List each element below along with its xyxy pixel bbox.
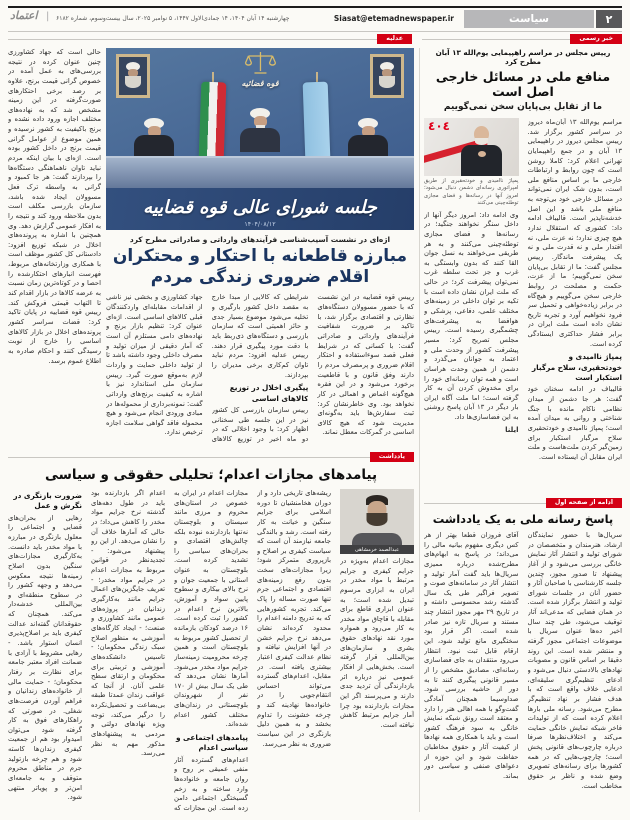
note-bar [8,452,414,462]
official-news-bar [422,34,622,44]
majles-subhead: ما از تقابل بی‌پایان سخن نمی‌گوییم [443,102,603,112]
continued-bar [424,498,622,508]
continued-badge: ادامه از صفحه اول [546,498,622,508]
beard [379,76,395,88]
beard [125,76,141,88]
judiciary-flag [303,82,331,161]
majles-column-2-text [424,211,519,436]
author-beard [367,513,388,526]
note-article [8,452,414,815]
headline-line-1: مبارزه قاطعانه با احتکار و محتکران [112,246,408,266]
official-news-badge: خبر رسمی [570,34,622,44]
speaker-beard [475,138,488,145]
media-column-2: آقای فروزان قطعا بهتر از هر کس دیگری مفهوم بیانیه مالی را می‌داند؛ در پاسخ به ابهام‌های مطرح‌شده درباره ممیزی سریال‌ها باید گفت آمار تولید و انتشار آثار در سامانه‌های صوت و تصویر فراگیر طی یک سال گذشته رشد محسوسی داشته و در تاریخ ۲۹ مهر مجوز انتشار چند مستند و سریال تازه نیز صادر شده است. اگر قرار بود سختگیری مانع تولید شود، این ارقام قابل ثبت نبود. انتظار می‌رود منتقدان به جای فضاسازی رسانه‌ای، مصادیق مشخص را از مسیر قانونی پیگیری کنند تا به دور از حاشیه بررسی شود. صداوسیما همچنان آمادگی گفت‌وگو با همه اهالی هنر را دارد و معتقد است رونق شبکه نمایش خانگی به سود فرهنگ کشور است و باید با همکاری همه نهادها از کیفیت آثار و حقوق مخاطبان حفاظت شود و این حوزه از دعواهای صنفی و سیاسی دور بماند. [424,531,519,781]
rule-line [422,39,570,40]
media-body [424,531,622,820]
media-headline: پاسخ رسانه ملی به یک یادداشت [432,512,614,526]
paragraph: شرایطی که کالایی از مبدا خارج به مقصد داخل کشور بارگیری و تخلیه می‌شود موضوع بسیار جدی و حائز اهمیتی است که سازمان بازرسی و دستگاه‌های ذی‌ربط باید با دقت مورد پیگیری قرار دهند. رییس عدلیه افزود: مردم نباید تاوان کم‌کاری برخی مدیران را بپردازند. [211,293,309,379]
rule-line [8,457,370,458]
banner-date: ۱۴۰۴/۰۸/۱۲ [244,221,276,228]
logo-separator: | [46,11,50,22]
author-name: عبدالصمد خرمشاهی [340,545,414,554]
note-column-4: اعدام اگر بازدارنده بود باید در طول دهه‌های گذشته نرخ جرایم مواد مخدر را کاهش می‌داد؛ در حالی که آمارها خلاف آن را نشان می‌دهد. از این رو پیشنهاد می‌شود: - تجدیدنظر در قوانین مربوط به مجازات اعدام در جرایم مواد مخدر؛ - تعریف جایگزین‌های اعمال جرایم مانند به‌کارگیری زندانیان در پروژه‌های عمومی مانند کشاورزی و صنعت؛ - ایجاد کارگاه‌های آموزشی به منظور اصلاح سبک زندگی محکومان؛ - تاسیس دانشکده‌های آموزشی و تربیتی برای محکومان و ارتقای سطح علمی آنان. از آنجا که عواقب زندان عمدتا طبقه بی‌بضاعت و تحصیل‌نکرده را درگیر می‌کند، توجه ویژه نهادهای دولتی و مردمی به پیشنهادهای مذکور مهم به نظر می‌رسد. [91,489,165,758]
judiciary-emblem [241,51,278,88]
note-badge: یادداشت [370,452,414,462]
iran-flag [199,82,227,161]
page-number-box [596,10,622,28]
scales-of-justice-icon [243,51,277,77]
paragraph: قالیباف در ادامه سخنان خود گفت: هر جا دشمن از میدان نظامی ناکام مانده با جنگ شناختی و روانی به میدان آمده است؛ پمپاژ ناامیدی و خودتحقیری سلاح مرگبار استکبار برای زمین‌گیر کردن ملت‌هاست و ملت ایران مقابل آن ایستاده است. [527,385,622,461]
adlieh-badge: عدلیه [377,34,412,44]
majles-column-2 [424,118,519,494]
note-inline-subhead-social: پیامدهای اجتماعی و سیاسی اعدام [175,733,248,753]
official-left [132,118,176,159]
paragraph: رهایی از بحران‌های قضایی و اجتماعی را معلول بازنگری در مبارزه با مواد مخدر باید دانست. به‌کارگیری مجازات‌های سنگین بدون اصلاح زمینه‌ها نتیجه معکوس می‌دهد و وجهه کشور را در سطوح منطقه‌ای و بین‌المللی خدشه‌دار می‌کند. همچنان که حقوقدانان گفته‌اند عدالت کیفری باید بر اصلاح‌پذیری انسان استوار باشد. - رهایی مشروط با آزادی با ضمانت افراد معتبر جامعه برای نظارت بر رفتار محکومان؛ - حمایت مالی از خانواده‌های زندانیان و فراهم آوردن فرصت‌های شغلی. در صورتی که راهکارهای فوق به کار گرفته شود می‌توان امیدوار بود هم از جمعیت کیفری زندان‌ها کاسته شود و هم چرخه بازتولید جرم در مناطق محروم متوقف و به جامعه‌ای امن‌تر و پویاتر منتهی شود. [8,513,82,802]
paragraph: مجازات اعدام در ایران به خصوص در استان‌های محروم و مرزی مانند سیستان و بلوچستان نه‌تنها بازدارنده نبوده بلکه چالش‌های اقتصادی و بحران‌های سیاسی را تشدید کرده است. بلوچستان به عنوان استانی با جمعیت جوان و نرخ بالای بیکاری و سطوح پایین سواد و آموزش، بالاترین نرخ اعدام در کشور را ثبت کرده است. ۱۶ درصد کودکان بازمانده از تحصیل کشور مربوط به بلوچستان است و همین چرخه محرومیت زمینه‌ساز جرایم مواد مخدر می‌شود. آمارها نشان می‌دهد که طی یک سال بیش از ۱۷۰ نفر از شهروندان بلوچستانی در زندان‌های مختلف کشور اعدام شده‌اند. [174,489,248,729]
media-column-1: سریال‌ها با حضور نمایندگان ارشاد، هنرمندان و متخصصان در شورای تولید و انتشار آثار نمایش خانگی بررسی می‌شود و از آغاز پیشنهاد تا صدور مجوز، چندین جلسه کارشناسی با صاحبان آثار و حضور آنان در جلسات شورای تولید و انتشار برگزار شده است. در همان فضایی که مدعی‌اند آثار توقیف می‌شود، طی چند سال اخیر ده‌ها عنوان سریال با موضوعات اجتماعی مجوز گرفته و منتشر شده است. این روند دقیقا بر اساس قانون و مصوبات نهادهای بالادستی دنبال می‌شود و ادعای تنظیم‌گری سلیقه‌ای، ادعایی خلاف واقع است که با هدف فشار بر نهاد تنظیم‌گر مطرح می‌شود. رسانه ملی بارها اعلام کرده است که از تولیدات فاخر شبکه نمایش خانگی حمایت می‌کند و اختلاف‌نظرها صرفا درباره چارچوب‌های قانونی پخش است؛ چارچوب‌هایی که در همه کشورها برای رسانه‌های تصویری وضع شده و ناظر بر حقوق مخاطب است. [527,531,622,790]
note-column-1-text: مجازات اعدام به‌ویژه در جرایم کیفری و جرایم مرتبط با مواد مخدر در ایران به ابزاری مرسوم تبدیل شده است؛ به عنوان ابزاری قاطع برای مقابله با قاچاق مواد مخدر به کار می‌رود و همواره مورد نقد نهادهای حقوق بشری و سازمان‌های بین‌المللی قرار گرفته است. بخش‌هایی از افکار عمومی نیز درباره اثر بازدارندگی آن تردید جدی دارند و می‌پرسند اگر این مجازات بازدارنده بود چرا آمار جرایم مرتبط کاهش نیافته است. [340,557,414,729]
judiciary-article [106,48,414,445]
speaker-figure [461,145,502,176]
majles-article [424,48,622,820]
rally-sign-404: ٤٠٤ [428,119,450,133]
majles-kicker: رییس مجلس در مراسم راهپیمایی یوم‌الله ۱۳ آبان مطرح کرد [435,48,611,66]
judiciary-kicker: اژه‌ای در نشست آسیب‌شناسی فرآیندهای وارداتی و صادراتی مطرح کرد [129,235,391,244]
section-title-box [464,10,594,28]
column-divider [419,48,420,812]
khomeini-portrait [116,54,150,98]
rule-line [424,503,546,504]
majles-body [424,118,622,494]
judiciary-body [106,293,414,445]
majles-column-1 [528,118,623,494]
adlieh-bar [8,34,412,44]
page-number: ۲ [605,12,613,26]
note-column-3 [174,489,248,815]
photo-caption: پمپاژ ناامیدی و خودتحقیری از طریق امپراتوری رسانه‌ای دشمن دنبال می‌شود؛ امروز آنها در رسانه‌ها و فضای مجازی توطئه‌چینی می‌کنند [424,178,519,207]
note-headline: پیامدهای مجازات اعدام؛ تحلیلی حقوقی و سیاسی [44,467,378,483]
note-body [8,489,414,815]
headline-line-2: اقلام ضروری زندگی مردم [150,266,370,287]
section-email: Siasat@etemadnewspaper.ir [333,14,454,23]
news-agency-credit: ایلنا [505,425,519,434]
etemad-logo: اعتماد [10,9,38,22]
note-column-5 [8,489,82,815]
judiciary-column-3: جهاد کشاورزی و بخشی نیز ناشی از اقدامات مقابله‌ای واردکنندگان قبلی کالاهای اساسی است. اژه‌ای عنوان کرد: تنظیم بازار برنج و نهاده‌های دامی مستلزم آن است که آمار دقیقی از میزان تولید و مصرف داخلی وجود داشته باشد تا از تولید داخلی حمایت و واردات لازم به‌موقع صورت گیرد. رییس سازمان ملی استاندارد نیز با اشاره به کیفیت برنج‌های وارداتی گفت: نمونه‌برداری از محموله‌ها در مبادی ورودی انجام می‌شود و هیچ محموله فاقد گواهی سلامت اجازه ترخیص ندارد. [106,293,203,437]
official-center [238,108,282,152]
judiciary-inline-subhead: پیگیری اخلال در توزیع کالاهای اساسی [229,383,309,403]
rule-line [8,39,377,40]
judiciary-column-2 [212,293,309,445]
official-right [346,118,390,159]
paragraph: مراسم یوم‌الله ۱۳ آبان‌ماه دیروز در سراسر کشور برگزار شد. رییس مجلس دیروز در راهپیمایی ۱۳ آبان و در جمع راهپیمایان تهرانی اعلام کرد: کاملا روشن است که چون روابط و ارتباطات خارجی ما بر اساس منافع ملی است، بدون شک ایران نمی‌تواند در مسائل خارجی خود بی‌توجه به منافع ملی باشد و این اصل خدشه‌ناپذیر است. قالیباف ادامه داد: کشوری که استقلال ندارد هیچ چیزی ندارد؛ نه عزت ملی، نه اقتدار ملی و نه قدرت ملی و نه یک پیشرفت ماندگار. رییس مجلس گفت: ما از تقابل بی‌پایان سخن نمی‌گوییم؛ ما از عزت، حکمت و مصلحت در روابط خارجی سخن می‌گوییم و هیچ‌گاه در برابر زیاده‌خواهی و تحمیل سر فرود نخواهیم آورد و تجربه تاریخ نشان داده است ملت ایران در برابر فشار حداکثری ایستادگی کرده است. [527,118,622,348]
majles-headline: منافع ملی در مسائل خارجی اصل است [435,69,611,99]
section-title: سیاست [509,13,549,25]
masthead-top-rule [8,6,622,8]
majles-inline-subhead: پمپاژ ناامیدی و خودتحقیری، سلاح مرگبار استکبار است [531,352,622,383]
paragraph: اعدام‌های گسترده آثار منفی عمیقی بر روح و روان جامعه و خانواده‌ها وارد ساخته و به زخم گسیختگی اجتماعی دامن زده است. این مجازات که [174,755,248,812]
robe [240,128,280,152]
paragraph: وی ادامه داد: امروز دیگر آنها از داخل سنگر نخواهند جنگید؛ در رسانه‌ها و فضای مجازی توطئه‌چینی می‌کنند و به هر طریقی می‌خواهند به نسل جوان القا کنند که بدون وابستگی به غرب و جز تحت سلطه غرب نمی‌توان پیشرفت کرد؛ در حالی که ملت ایران نشان داده است با تکیه بر توان داخلی در زمینه‌های مختلف علمی، دفاعی، پزشکی و هوافضا به پیشرفت‌های چشمگیری رسیده است. رییس مجلس تصریح کرد: مسیر پیشرفت کشور از وحدت ملی و اعتماد به جوانان می‌گذرد و دشمن از همین وحدت هراسان است و همه توان رسانه‌ای خود را برای مخدوش کردن آن به کار گرفته است؛ اما ملت آگاه ایران بار دیگر در ۱۳ آبان پاسخ روشنی به این فضاسازی‌ها داد. [424,210,519,422]
meeting-desk [106,156,414,188]
photo-banner [106,188,414,230]
judiciary-headline [106,246,414,287]
judiciary-column-1: رییس قوه قضاییه در این نشست که با حضور مسوولان دستگاه‌های نظارتی و اقتصادی برگزار شد، با تاکید بر ضرورت شفافیت فرآیندهای وارداتی و صادراتی گفت: با کسانی که در شرایط فعلی قصد سوءاستفاده و احتکار اقلام ضروری و پرمصرف مردم را دارند وفق قانون و با قاطعیت برخورد می‌شود و در این فقره هیچ‌گونه اغماض و اهمالی در کار نخواهد بود. وی خاطرنشان کرد: ثبت سفارش‌ها باید به‌گونه‌ای مدیریت شود که هیچ کالای اساسی در گمرکات معطل نماند. [317,293,414,437]
note-column-2: ریشه‌های تاریخی دارد و از دوران هخامنشیان تا دوره اسلامی برای جرایم سنگین و خیانت به کار رفته است. رشد و بالندگی جامعه نیازمند آن است که سیاست کیفری بر اصلاح و بازپروری متمرکز شود؛ زیرا مجازات‌های سخت بدون رفع زمینه‌های اقتصادی و اجتماعی جرم تنها صورت مساله را پاک می‌کند. تجربه کشورهایی که به تدریج دامنه اعدام را محدود کرده‌اند نشان می‌دهد نرخ جرایم خشن در آنها افزایش نیافته و نظام عدالت کیفری اعتبار بیشتری یافته است. در مقابل، اعدام‌های گسترده می‌تواند احساس انتقام‌جویی را در خانواده‌ها نهادینه کند و چرخه خشونت را تداوم بخشد و به همین دلیل بازنگری در این سیاست ضروری به نظر می‌رسد. [257,489,331,748]
banner-title: جلسه شورای عالی قوه قضاییه [143,196,377,218]
note-column-1 [340,489,414,815]
judiciary-meeting-photo [106,48,414,188]
masthead-bottom-rule [8,31,622,32]
paragraph: رییس سازمان بازرسی کل کشور نیز در این جلسه طی سخنانی اظهار کرد: با وجود اخلالی که در دو ماه اخیر در توزیع کالاهای [211,405,309,443]
emblem-title: قوه قضائیه [241,79,279,88]
ghalibaf-photo [424,118,519,176]
khamenei-portrait [370,54,404,98]
speaker-hand [478,151,486,157]
judiciary-left-column: حالی است که جهاد کشاورزی چنین عنوان کرده در نتیجه بررسی‌های به عمل آمده در خصوص گرانی قیمت برنج، علاوه بر رصد برخی احتکارهای صورت‌گرفته در این زمینه مشخص شد که به نهاده‌های مختلف اجازه ورود داده نشده و برنج باکیفیت به کشور نرسیده و همین موضوع از عوامل گرانی قیمت برنج در داخل کشور بوده است. اژه‌ای با بیان اینکه مردم نباید تاوان ناهماهنگی دستگاه‌ها را بپردازند گفت: هر جا کمبود و گرانی به واسطه ترک فعل مسوولان ایجاد شده باشد، سازمان بازرسی مکلف است بدون ملاحظه ورود کند و نتیجه را به افکار عمومی گزارش دهد. وی همچنین با اشاره به پرونده‌های اخلال در شبکه توزیع افزود: دادستانی کل کشور موظف است با همکاری وزارتخانه‌های مربوط، فهرست انبارهای احتکارشده را احصا و در کوتاه‌ترین زمان نسبت به عرضه کالاها در بازار اقدام کند تا التهاب قیمتی فروکش کند. رییس قوه قضاییه در پایان تاکید کرد: قضات سراسر کشور پرونده‌های اخلال در بازار کالاهای اساسی را خارج از نوبت رسیدگی کنند و احکام صادره به اطلاع عموم برسد. [8,48,101,365]
date-line: چهارشنبه ۱۴ آبان ۱۴۰۴، ۱۴ جمادی‌الاول ۱۴۴۷، ۵ نوامبر ۲۰۲۵، سال بیست‌وسوم، شماره ۶۱۸۲ [56,15,290,22]
note-inline-subhead-revision: ضرورت بازنگری در نگرش و عمل [13,491,82,511]
author-photo [340,489,414,545]
author-shoulders [352,533,402,545]
